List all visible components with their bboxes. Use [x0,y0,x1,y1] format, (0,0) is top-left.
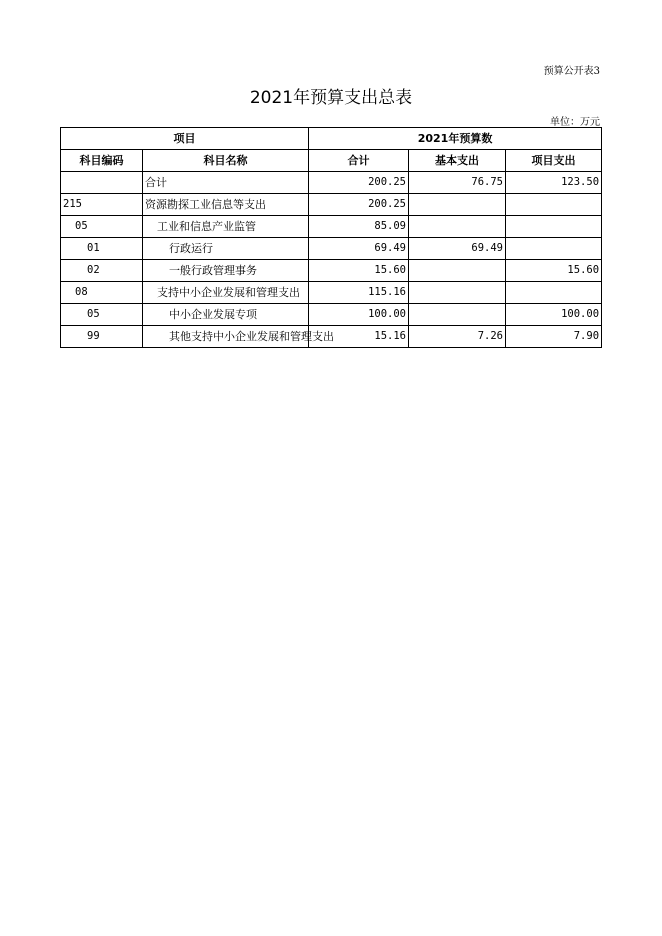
table-row [61,194,602,216]
cell-name: 合计 [143,172,309,194]
cell-project [506,238,602,260]
cell-name: 其他支持中小企业发展和管理支出 [143,326,309,348]
page-title: 2021年预算支出总表 [249,88,413,108]
table-row [61,216,602,238]
cell-code [61,172,143,194]
cell-project [506,216,602,238]
table-row [61,260,602,282]
cell-code: 05 [61,304,143,326]
cell-code: 99 [61,326,143,348]
col-header-basic: 基本支出 [409,150,506,172]
budget-table [60,127,602,348]
column-header-row [61,150,602,172]
cell-total: 15.60 [309,260,409,282]
cell-basic: 69.49 [409,238,506,260]
table-row [61,304,602,326]
table-row [61,326,602,348]
cell-total: 200.25 [309,194,409,216]
table-row [61,238,602,260]
cell-basic: 7.26 [409,326,506,348]
cell-code: 05 [61,216,143,238]
cell-total: 115.16 [309,282,409,304]
cell-code: 02 [61,260,143,282]
cell-total: 200.25 [309,172,409,194]
cell-code: 08 [61,282,143,304]
cell-project: 15.60 [506,260,602,282]
group-header-row [61,128,602,150]
cell-total: 69.49 [309,238,409,260]
cell-basic: 76.75 [409,172,506,194]
cell-basic [409,282,506,304]
cell-basic [409,216,506,238]
cell-basic [409,260,506,282]
cell-project [506,194,602,216]
form-number: 预算公开表3 [543,66,600,77]
cell-total: 100.00 [309,304,409,326]
header-budget-2021: 2021年预算数 [309,128,602,150]
unit-label: 单位：万元 [550,117,600,128]
cell-name: 资源勘探工业信息等支出 [143,194,309,216]
cell-name: 工业和信息产业监管 [143,216,309,238]
cell-name: 支持中小企业发展和管理支出 [143,282,309,304]
cell-basic [409,194,506,216]
cell-project: 123.50 [506,172,602,194]
cell-code: 215 [61,194,143,216]
cell-project: 100.00 [506,304,602,326]
cell-project: 7.90 [506,326,602,348]
col-header-total: 合计 [309,150,409,172]
cell-name: 一般行政管理事务 [143,260,309,282]
cell-basic [409,304,506,326]
col-header-name: 科目名称 [143,150,309,172]
cell-project [506,282,602,304]
header-project: 项目 [61,128,309,150]
table-row [61,172,602,194]
cell-code: 01 [61,238,143,260]
cell-name: 中小企业发展专项 [143,304,309,326]
table-row [61,282,602,304]
cell-name: 行政运行 [143,238,309,260]
cell-total: 85.09 [309,216,409,238]
col-header-project: 项目支出 [506,150,602,172]
cell-total: 15.16 [309,326,409,348]
col-header-code: 科目编码 [61,150,143,172]
